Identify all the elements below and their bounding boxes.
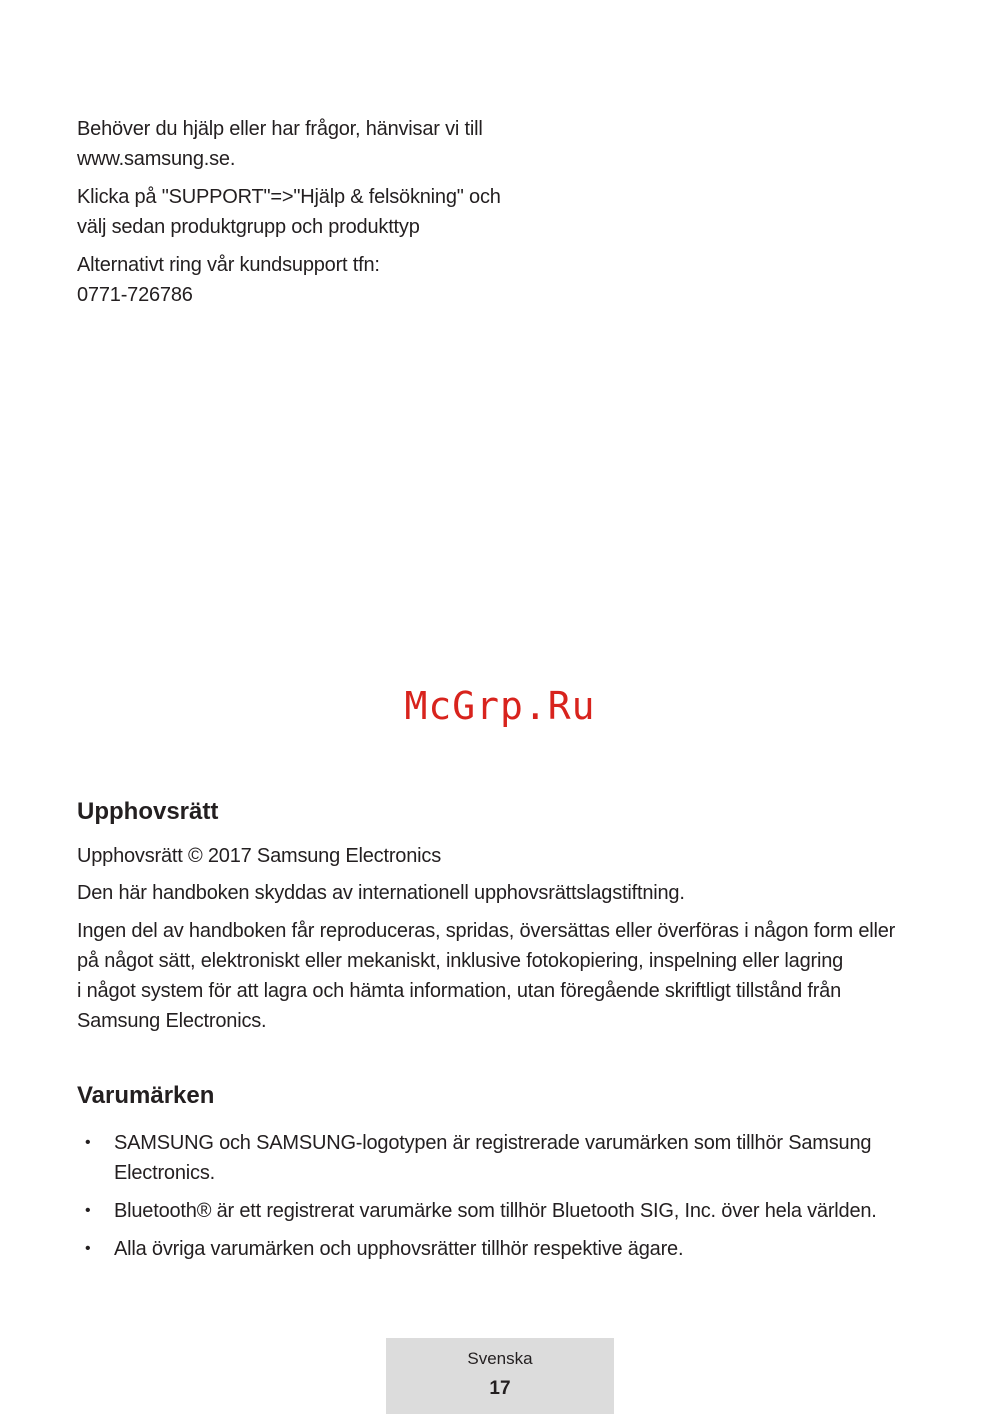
trademarks-list xyxy=(77,1128,957,1272)
support-text-line: välj sedan produktgrupp och produkttyp xyxy=(77,216,420,238)
page-footer xyxy=(386,1338,614,1414)
support-text-line: Klicka på "SUPPORT"=>"Hjälp & felsökning" och xyxy=(77,186,501,208)
help-text-line: Behöver du hjälp eller har frågor, hänvisar vi till xyxy=(77,118,483,140)
bullet-icon: • xyxy=(85,1240,91,1257)
trademark-text: Alla övriga varumärken och upphovsrätter tillhör respektive ägare. xyxy=(114,1238,684,1260)
trademark-text: Bluetooth® är ett registrerat varumärke som tillhör Bluetooth SIG, Inc. över hela världen. xyxy=(114,1200,877,1222)
reproduction-notice xyxy=(77,916,895,1036)
bullet-icon: • xyxy=(85,1134,91,1151)
help-paragraph xyxy=(77,114,483,174)
trademark-text: SAMSUNG och SAMSUNG-logotypen är registrerade varumärken som tillhör Samsung Electronics. xyxy=(114,1132,872,1184)
list-item xyxy=(77,1128,957,1188)
phone-number: 0771-726786 xyxy=(77,284,193,306)
support-instructions xyxy=(77,182,501,242)
copyright-heading: Upphovsrätt xyxy=(77,798,219,825)
copyright-law-text: Den här handboken skyddas av internationell upphovsrättslagstiftning. xyxy=(77,882,685,904)
phone-support xyxy=(77,250,380,310)
reproduction-line: Samsung Electronics. xyxy=(77,1010,267,1032)
website-link[interactable]: www.samsung.se. xyxy=(77,148,236,170)
list-item xyxy=(77,1234,957,1264)
bullet-icon: • xyxy=(85,1202,91,1219)
watermark-logo: McGrp.Ru xyxy=(404,684,596,728)
list-item xyxy=(77,1196,957,1226)
reproduction-line: Ingen del av handboken får reproduceras, spridas, översättas eller överföras i någon form eller xyxy=(77,920,896,942)
phone-label: Alternativt ring vår kundsupport tfn: xyxy=(77,254,380,276)
language-label: Svenska xyxy=(467,1349,533,1368)
reproduction-line: på något sätt, elektroniskt eller mekaniskt, inklusive fotokopiering, inspelning eller lagring xyxy=(77,950,844,972)
copyright-notice: Upphovsrätt © 2017 Samsung Electronics xyxy=(77,845,441,867)
page-number: 17 xyxy=(489,1378,511,1399)
reproduction-line: i något system för att lagra och hämta information, utan föregående skriftligt tillstånd från xyxy=(77,980,842,1002)
trademarks-heading: Varumärken xyxy=(77,1082,215,1109)
